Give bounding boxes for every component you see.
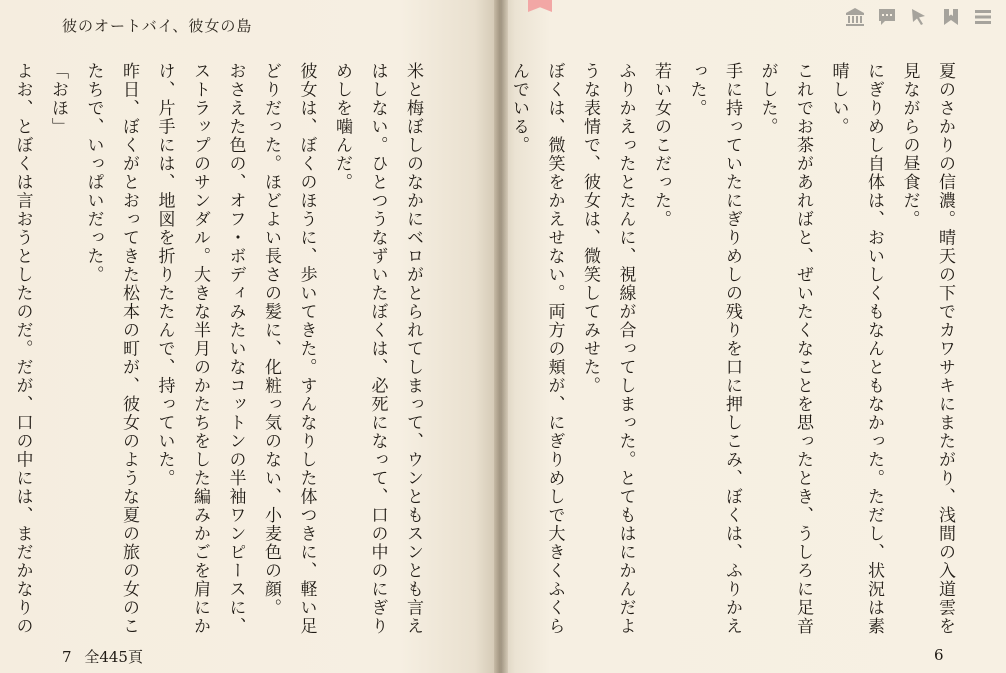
paragraph: 昨日、ぼくがとおってきた松本の町が、彼女のような夏の旅の女のこたちで、いっぱいだった。	[83, 62, 139, 636]
pointer-icon[interactable]	[908, 6, 930, 28]
paragraph: よお、とぼくは言おうとしたのだ。だが、口の中には、まだかなりの	[12, 62, 33, 636]
paragraph: 手に持っていたにぎりめしの残りを口に押しこみ、ぼくは、ふりかえった。	[686, 62, 742, 636]
left-page-number: 7	[62, 648, 72, 666]
bookmark-icon[interactable]	[940, 6, 962, 28]
comment-icon[interactable]	[876, 6, 898, 28]
paragraph: 米と梅ぼしのなかにベロがとられてしまって、ウンともスンとも言えはしない。ひとつうなずいたぼくは、必死になって、口の中のにぎりめしを噛んだ。	[332, 62, 423, 636]
paragraph: 彼女は、ぼくのほうに、歩いてきた。すんなりした体つきに、軽い足どりだった。ほどよい長さの髪に、化粧っ気のない、小麦色の顔。	[261, 62, 317, 636]
page-indicator	[62, 646, 143, 667]
reader-toolbar	[844, 6, 994, 28]
paragraph: 若い女のこだった。	[651, 62, 671, 229]
paragraph: おさえた色の、オフ・ボディみたいなコットンの半袖ワンピースに、ストラップのサンダル。大きな半月のかたちをした編みかごを肩にかけ、片手には、地図を折りたたんで、持っていた。	[154, 62, 246, 636]
book-spine	[494, 0, 508, 673]
paragraph: ぼくは、微笑をかえせない。両方の頬が、にぎりめしで大きくふくらんでいる。	[509, 62, 565, 636]
paragraph: ふりかえったとたんに、視線が合ってしまった。とてもはにかんだような表情で、彼女は、微笑してみせた。	[580, 62, 636, 636]
library-icon[interactable]	[844, 6, 866, 28]
paragraph: これでお茶があればと、ぜいたくなことを思ったとき、うしろに足音がした。	[757, 62, 813, 636]
total-pages: 全445頁	[84, 648, 143, 666]
right-page[interactable]	[500, 0, 1006, 673]
left-page-text	[0, 62, 430, 642]
paragraph: 「おほ」	[48, 62, 68, 136]
paragraph: 夏のさかりの信濃。晴天の下でカワサキにまたがり、浅間の入道雲を見ながらの昼食だ。	[899, 62, 955, 636]
right-page-number: 6	[934, 646, 944, 664]
paragraph: にぎりめし自体は、おいしくもなんともなかった。ただし、状況は素晴しい。	[828, 62, 884, 636]
right-page-text	[501, 62, 963, 642]
left-page[interactable]	[0, 0, 500, 673]
book-title: 彼のオートバイ、彼女の島	[62, 17, 253, 35]
menu-icon[interactable]	[972, 6, 994, 28]
